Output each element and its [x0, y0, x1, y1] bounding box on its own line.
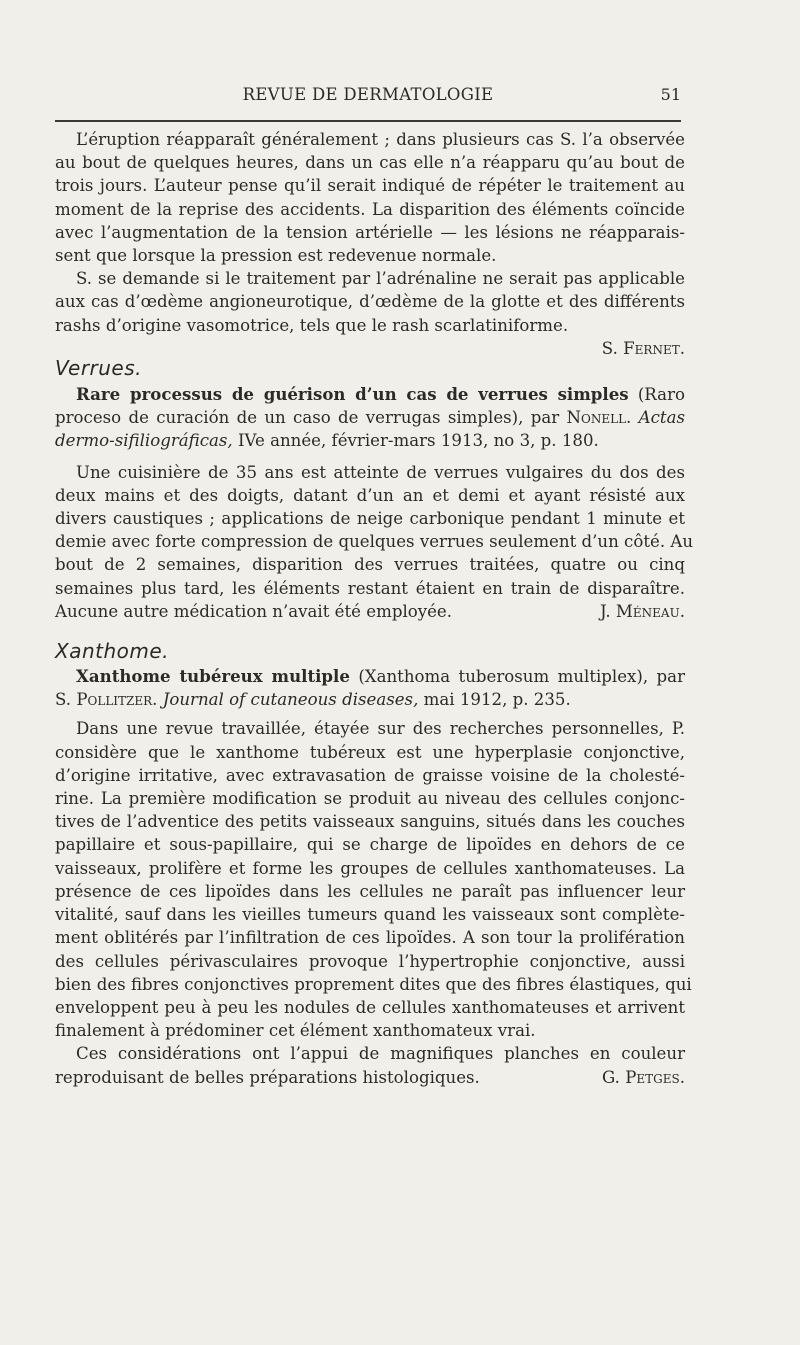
text-line: moment de la reprise des accidents. La disparition des éléments coïncide: [55, 199, 685, 219]
citation-author: Nonell.: [566, 408, 632, 428]
citation-line: [55, 383, 685, 406]
citation-details: mai 1912, p. 235.: [423, 690, 571, 710]
text-line: ment oblitérés par l’infiltration de ces lipoïdes. A son tour la prolifération: [55, 928, 685, 948]
text-line: d’origine irritative, avec extravasation de graisse voisine de la cholesté-: [55, 765, 685, 785]
text-line: L’éruption réapparaît généralement ; dans plusieurs cas S. l’a observée: [76, 130, 685, 149]
text-line: enveloppent peu à peu les nodules de cellules xanthomateuses et arrivent: [55, 997, 685, 1017]
text-line: tives de l’adventice des petits vaisseaux sanguins, situés dans les couches: [55, 812, 685, 832]
section-title-verrues: Verrues.: [55, 356, 143, 381]
text-line: vaisseaux, prolifère et forme les groupes de cellules xanthomateuses. La: [55, 858, 685, 878]
text-line: vitalité, sauf dans les vieilles tumeurs quand les vaisseaux sont complète-: [55, 905, 685, 925]
text-line: semaines plus tard, les éléments restant étaient en train de disparaître.: [55, 578, 685, 598]
text-line: avec l’augmentation de la tension artérielle — les lésions ne réapparais-: [55, 222, 685, 242]
citation-text: (Raro: [637, 385, 685, 405]
running-title: REVUE DE DERMATOLOGIE: [242, 85, 494, 104]
text-line: demie avec forte compression de quelques verrues seulement d’un côté. Au: [55, 532, 694, 552]
page-number: 51: [660, 85, 681, 104]
signature-name: Méneau.: [615, 601, 685, 621]
text-line: des cellules périvasculaires provoque l’hypertrophie conjonctive, aussi: [55, 951, 685, 971]
text-line: Ces considérations ont l’appui de magnifiques planches en couleur: [76, 1044, 685, 1064]
text-line: deux mains et des doigts, datant d’un an et demi et ayant résisté aux: [55, 485, 685, 505]
text-line-with-signature: [55, 1066, 685, 1089]
text-line: présence de ces lipoïdes dans les cellules ne paraît pas influencer leur: [55, 881, 685, 901]
header-rule: [55, 120, 681, 122]
running-header: [55, 82, 681, 112]
citation-journal: dermo-sifiliográficas,: [55, 431, 233, 451]
article-continuation: [55, 128, 685, 360]
text-line: Dans une revue travaillée, étayée sur des recherches personnelles, P.: [76, 719, 685, 739]
signature-initial: S.: [601, 338, 618, 358]
page-body: [55, 128, 694, 1089]
signature: [602, 1066, 685, 1089]
citation-journal: Journal of cutaneous diseases,: [162, 690, 419, 710]
section-title-xanthome: Xanthome.: [55, 639, 170, 664]
text-line-with-signature: [55, 600, 685, 623]
citation-author-initial: S.: [55, 690, 72, 710]
text-line: sent que lorsque la pression est redevenue normale.: [55, 246, 497, 266]
text-line: S. se demande si le traitement par l’adrénaline ne serait pas applicable: [76, 269, 685, 289]
text-line: papillaire et sous-papillaire, qui se charge de lipoïdes en dehors de ce: [55, 835, 685, 855]
entry-title: Xanthome tubéreux multiple: [76, 666, 350, 687]
text-line: rashs d’origine vasomotrice, tels que le rash scarlatiniforme.: [55, 315, 569, 335]
text-line: Une cuisinière de 35 ans est atteinte de verrues vulgaires du dos des: [76, 462, 685, 482]
article-xanthome: [55, 665, 692, 1089]
citation-details: IVe année, février-mars 1913, no 3, p. 180.: [237, 431, 599, 451]
citation-author: Pollitzer.: [76, 690, 158, 710]
citation-journal: Actas: [638, 408, 685, 428]
text-line: aux cas d’œdème angioneurotique, d’œdème de la glotte et des différents: [55, 292, 685, 312]
signature: [600, 600, 685, 623]
text-line: finalement à prédominer cet élément xanthomateux vrai.: [55, 1021, 536, 1041]
signature-initial: G.: [601, 1067, 620, 1087]
citation-text: (Xanthoma tuberosum multiplex), par: [358, 667, 685, 687]
text-line: rine. La première modification se produit au niveau des cellules conjonc-: [55, 789, 685, 809]
text-line: bout de 2 semaines, disparition des verrues traitées, quatre ou cinq: [55, 555, 685, 575]
signature-name: Petges.: [625, 1067, 685, 1087]
entry-title: Rare processus de guérison d’un cas de verrues simples: [76, 384, 629, 405]
signature-name: Fernet.: [623, 338, 685, 358]
text-line: Aucune autre médication n’avait été employée.: [55, 601, 453, 621]
text-line: divers caustiques ; applications de neige carbonique pendant 1 minute et: [55, 509, 685, 529]
citation-line: [55, 688, 685, 711]
text-line: au bout de quelques heures, dans un cas elle n’a réapparu qu’au bout de: [55, 153, 685, 173]
article-verrues: [55, 383, 694, 623]
text-line: considère que le xanthome tubéreux est une hyperplasie conjonctive,: [55, 742, 685, 762]
citation-text: proceso de curación de un caso de verrugas simples), par: [55, 408, 560, 428]
text-line: reproduisant de belles préparations histologiques.: [55, 1067, 480, 1087]
text-line: bien des fibres conjonctives proprement dites que des fibres élastiques, qui: [55, 974, 692, 994]
text-line: trois jours. L’auteur pense qu’il serait indiqué de répéter le traitement au: [55, 176, 685, 196]
citation-line: [55, 665, 685, 688]
citation-line: [55, 406, 685, 429]
citation-line: [55, 429, 685, 452]
signature-initial: J.: [600, 601, 611, 621]
